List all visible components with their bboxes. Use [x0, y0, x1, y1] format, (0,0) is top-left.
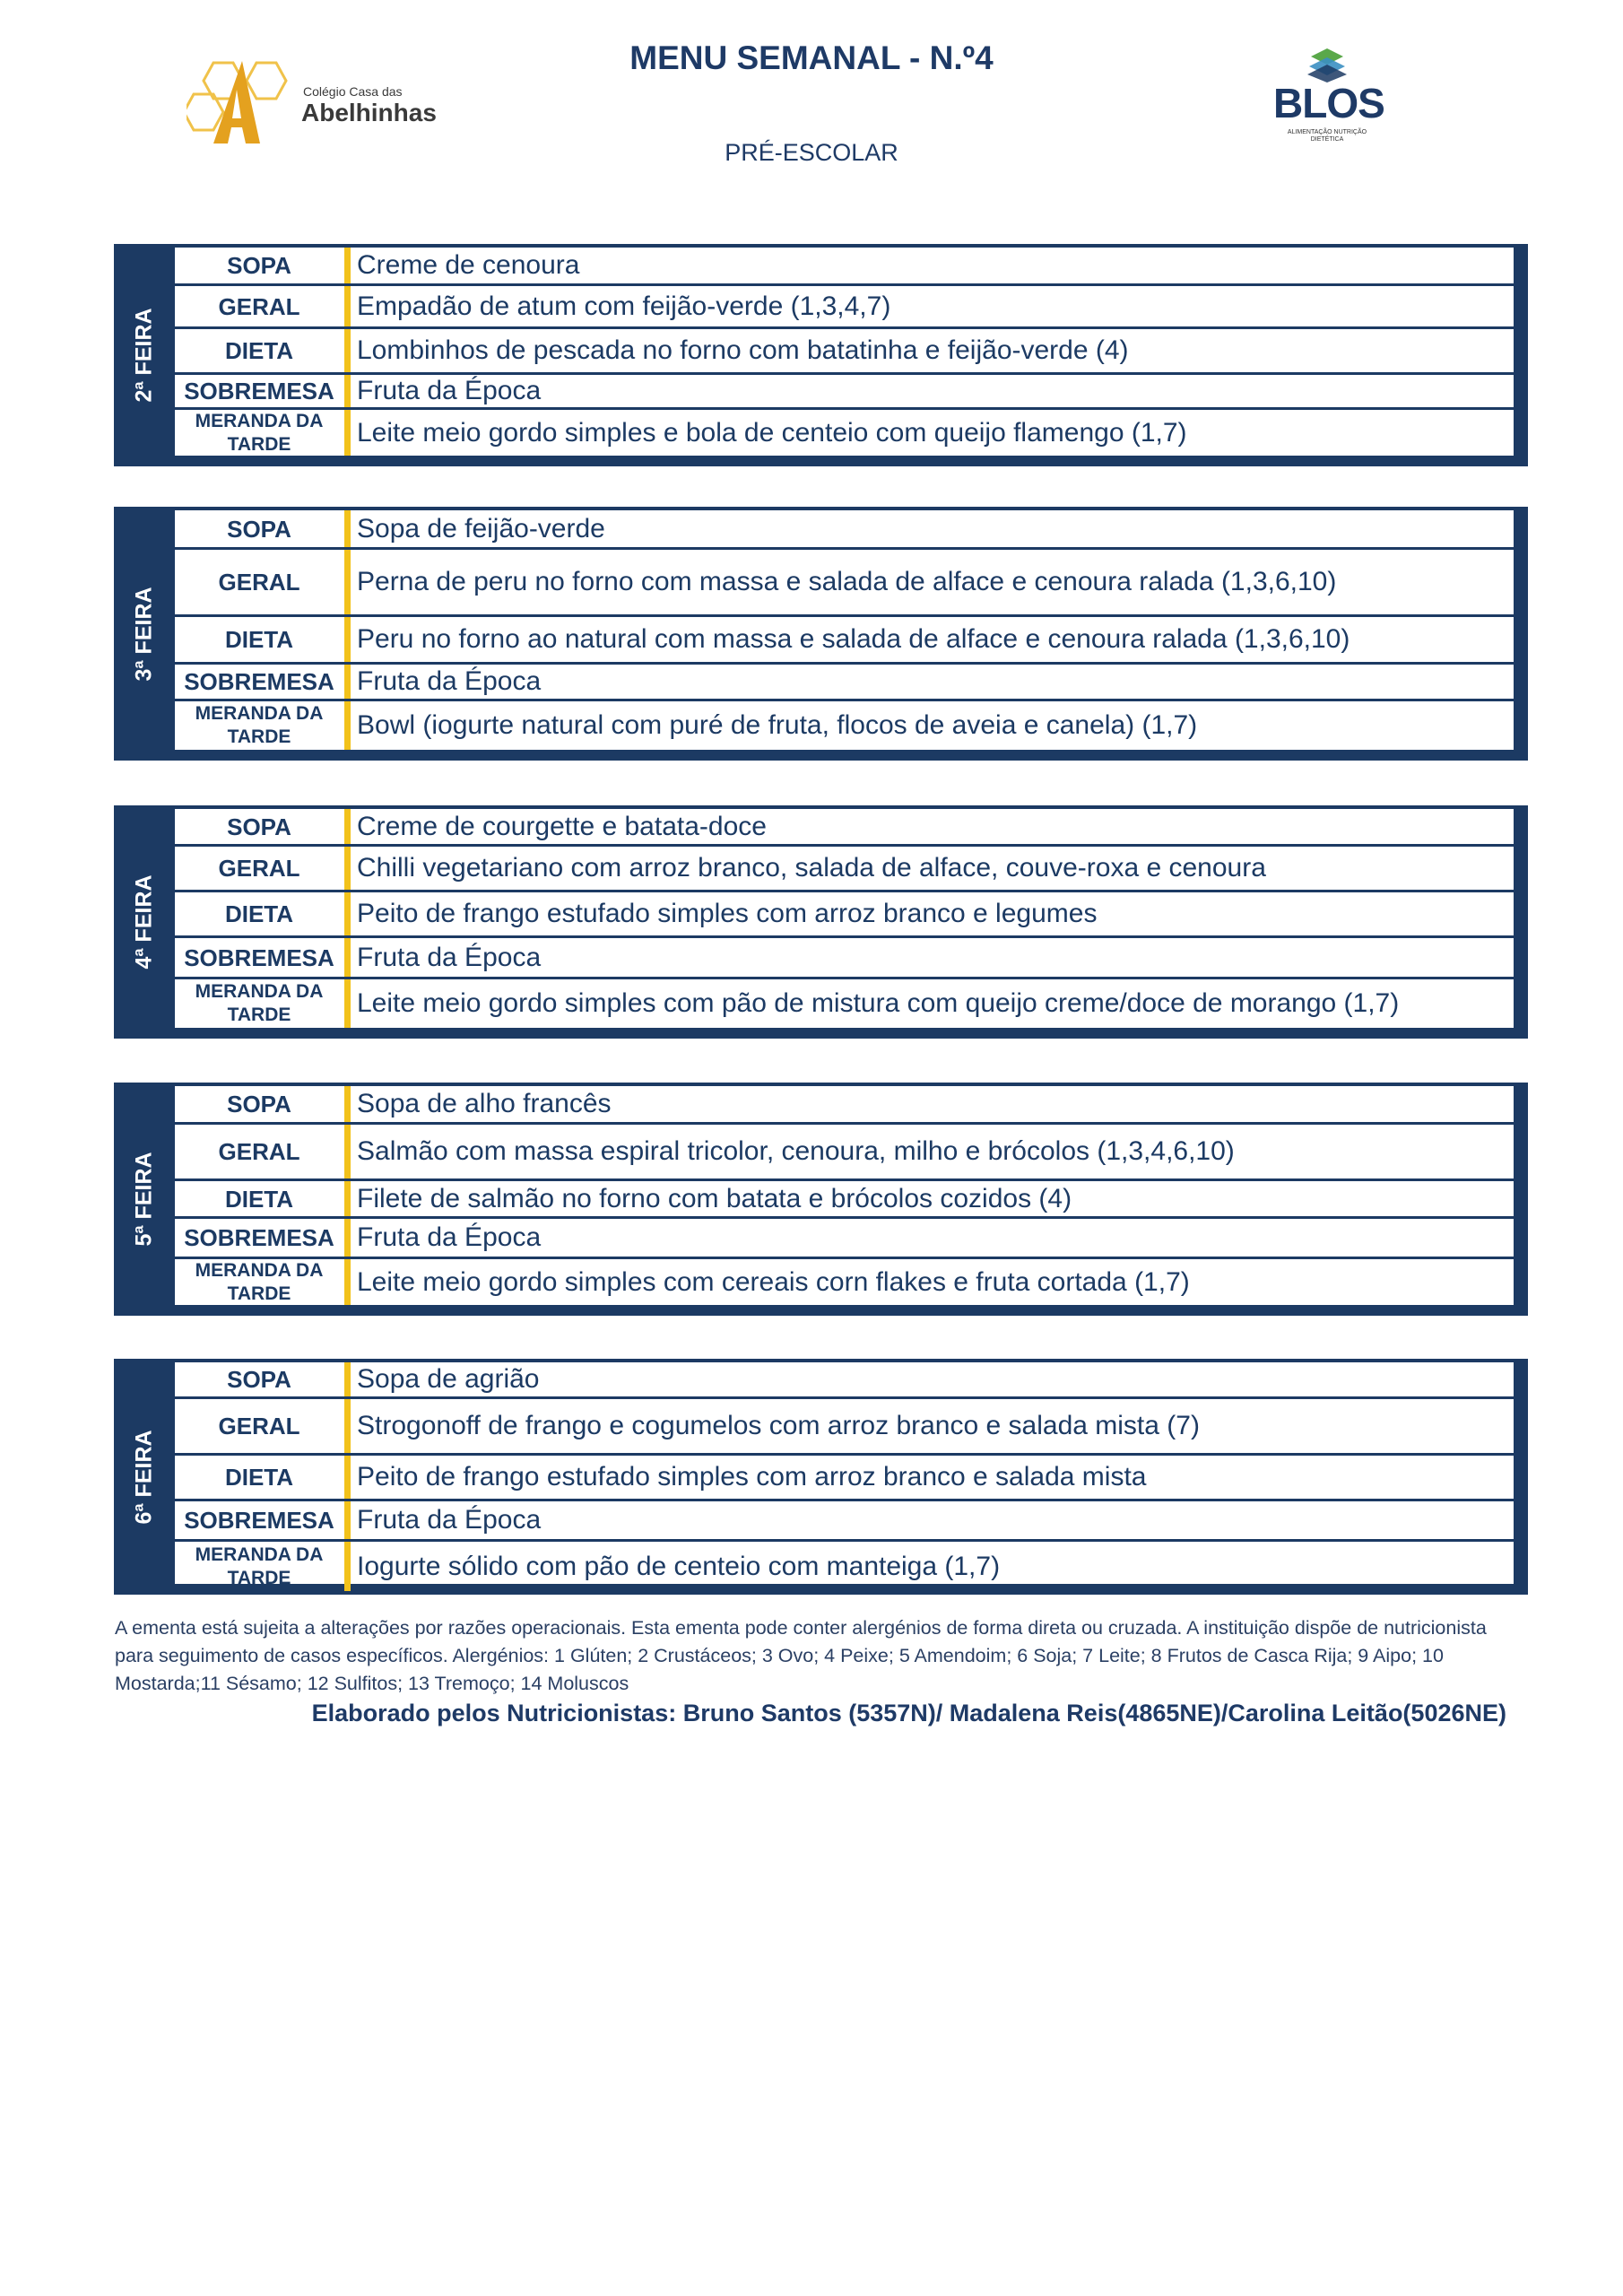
menu-row-merenda — [175, 1259, 1514, 1305]
row-label: MERANDA DA TARDE — [195, 981, 324, 1025]
dish-text: Sopa de alho francês — [357, 1089, 612, 1118]
day-band — [114, 1359, 175, 1595]
day-block — [114, 1359, 1528, 1595]
partner-brand: BLOS — [1273, 80, 1384, 126]
day-band — [114, 1083, 175, 1316]
menu-row-dieta — [175, 329, 1514, 375]
menu-row-sobremesa — [175, 375, 1514, 410]
menu-row-merenda — [175, 410, 1514, 456]
dish-text: Creme de courgette e batata-doce — [357, 811, 767, 841]
row-label: GERAL — [218, 569, 300, 596]
dish-text: Strogonoff de frango e cogumelos com arroz branco e salada mista (7) — [357, 1411, 1200, 1440]
menu-row-sobremesa — [175, 938, 1514, 979]
dish-text: Iogurte sólido com pão de centeio com manteiga (1,7) — [357, 1551, 1001, 1581]
row-label: MERANDA DA TARDE — [195, 1259, 324, 1304]
row-label: MERANDA DA TARDE — [195, 1544, 324, 1588]
row-label: SOBREMESA — [184, 1507, 334, 1534]
menu-row-geral — [175, 847, 1514, 892]
row-label: SOBREMESA — [184, 668, 334, 695]
allergen-note: A ementa está sujeita a alterações por razões operacionais. Esta ementa pode conter alergénios de forma direta ou cruzada. A instituição dispõe de nutricionista para seguimento de casos específicos. Alergénios: 1 Glúten; 2 Crustáceos; 3 Ovo; 4 Peixe; 5 Amendoim; 6 Soja; 7 Leite; 8 Frutos de Casca Rija; 9 Aipo; 10 Mostarda;11 Sésamo; 12 Sulfitos; 13 Tremoço; 14 Moluscos — [115, 1617, 1487, 1694]
menu-row-sobremesa — [175, 1219, 1514, 1259]
dish-text: Leite meio gordo simples com pão de mistura com queijo creme/doce de morango (1,7) — [357, 988, 1400, 1018]
menu-row-sopa — [175, 1362, 1514, 1399]
dish-text: Creme de cenoura — [357, 250, 580, 280]
row-label: MERANDA DA TARDE — [195, 703, 324, 747]
dish-text: Sopa de agrião — [357, 1364, 540, 1394]
dish-text: Sopa de feijão-verde — [357, 513, 605, 544]
partner-logo — [1273, 47, 1384, 159]
day-block — [114, 507, 1528, 761]
menu-row-dieta — [175, 1181, 1514, 1219]
row-label: DIETA — [224, 900, 294, 927]
page-title: MENU SEMANAL - N.º4 — [629, 39, 994, 76]
menu-row-merenda — [175, 1542, 1514, 1591]
row-label: DIETA — [224, 1185, 294, 1213]
day-name: 3ª FEIRA — [131, 586, 157, 682]
dish-text: Leite meio gordo simples e bola de centeio com queijo flamengo (1,7) — [357, 417, 1187, 448]
day-name: 4ª FEIRA — [131, 874, 157, 970]
row-label: SOPA — [227, 1091, 291, 1118]
menu-row-sobremesa — [175, 1501, 1514, 1542]
row-label: SOBREMESA — [184, 944, 334, 971]
row-label: GERAL — [218, 1138, 300, 1165]
row-label: DIETA — [224, 337, 294, 364]
row-label: SOBREMESA — [184, 378, 334, 404]
dish-text: Empadão de atum com feijão-verde (1,3,4,7) — [357, 291, 891, 321]
dish-text: Lombinhos de pescada no forno com batatinha e feijão-verde (4) — [357, 335, 1129, 365]
dish-text: Salmão com massa espiral tricolor, cenoura, milho e brócolos (1,3,4,6,10) — [357, 1136, 1235, 1166]
row-label: MERANDA DA TARDE — [195, 410, 324, 455]
row-label: SOPA — [227, 515, 291, 543]
dish-text: Fruta da Época — [357, 1222, 542, 1252]
school-logo-line2: Abelhinhas — [301, 99, 437, 126]
menu-row-dieta — [175, 1456, 1514, 1501]
nutritionist-credits: Elaborado pelos Nutricionistas: Bruno Santos (5357N)/ Madalena Reis(4865NE)/Carolina Leitão(5026NE) — [311, 1700, 1506, 1726]
menu-row-geral — [175, 286, 1514, 329]
day-name: 5ª FEIRA — [131, 1152, 157, 1247]
row-label: SOPA — [227, 1366, 291, 1393]
menu-row-merenda — [175, 979, 1514, 1028]
dish-text: Leite meio gordo simples com cereais corn flakes e fruta cortada (1,7) — [357, 1266, 1190, 1297]
dish-text: Peito de frango estufado simples com arroz branco e salada mista — [357, 1462, 1147, 1492]
dish-text: Perna de peru no forno com massa e salada de alface e cenoura ralada (1,3,6,10) — [357, 567, 1337, 596]
dish-text: Filete de salmão no forno com batata e brócolos cozidos (4) — [357, 1183, 1072, 1213]
menu-row-merenda — [175, 701, 1514, 750]
menu-row-sopa — [175, 1086, 1514, 1125]
row-label: DIETA — [224, 626, 294, 653]
row-label: GERAL — [218, 855, 300, 882]
day-band — [114, 507, 175, 761]
day-block — [114, 1083, 1528, 1316]
dish-text: Fruta da Época — [357, 666, 542, 696]
menu-row-sopa — [175, 809, 1514, 847]
day-name: 2ª FEIRA — [131, 308, 157, 403]
menu-row-dieta — [175, 892, 1514, 938]
menu-row-geral — [175, 550, 1514, 617]
dish-text: Peito de frango estufado simples com arroz branco e legumes — [357, 899, 1098, 928]
layers-logo-icon — [1273, 47, 1381, 83]
row-label: SOBREMESA — [184, 1224, 334, 1251]
dish-text: Fruta da Época — [357, 376, 542, 405]
day-band — [114, 805, 175, 1039]
menu-row-sopa — [175, 510, 1514, 550]
menu-row-dieta — [175, 617, 1514, 665]
menu-row-sopa — [175, 248, 1514, 286]
menu-row-geral — [175, 1125, 1514, 1181]
row-label: GERAL — [218, 1413, 300, 1439]
dish-text: Chilli vegetariano com arroz branco, salada de alface, couve-roxa e cenoura — [357, 853, 1266, 883]
day-block — [114, 244, 1528, 466]
day-band — [114, 244, 175, 466]
row-label: SOPA — [227, 813, 291, 840]
day-name: 6ª FEIRA — [131, 1429, 157, 1525]
day-block — [114, 805, 1528, 1039]
dish-text: Bowl (iogurte natural com puré de fruta, flocos de aveia e canela) (1,7) — [357, 710, 1198, 740]
row-label: DIETA — [224, 1464, 294, 1491]
partner-tagline: ALIMENTAÇÃO NUTRIÇÃO DIETÉTICA — [1287, 129, 1367, 143]
page-subtitle: PRÉ-ESCOLAR — [725, 139, 898, 166]
dish-text: Fruta da Época — [357, 942, 542, 972]
dish-text: Fruta da Época — [357, 1505, 542, 1535]
row-label: SOPA — [227, 252, 291, 279]
menu-row-sobremesa — [175, 665, 1514, 701]
row-label: GERAL — [218, 292, 300, 320]
menu-row-geral — [175, 1399, 1514, 1456]
dish-text: Peru no forno ao natural com massa e salada de alface e cenoura ralada (1,3,6,10) — [357, 624, 1350, 654]
school-logo-line1: Colégio Casa das — [303, 84, 403, 99]
